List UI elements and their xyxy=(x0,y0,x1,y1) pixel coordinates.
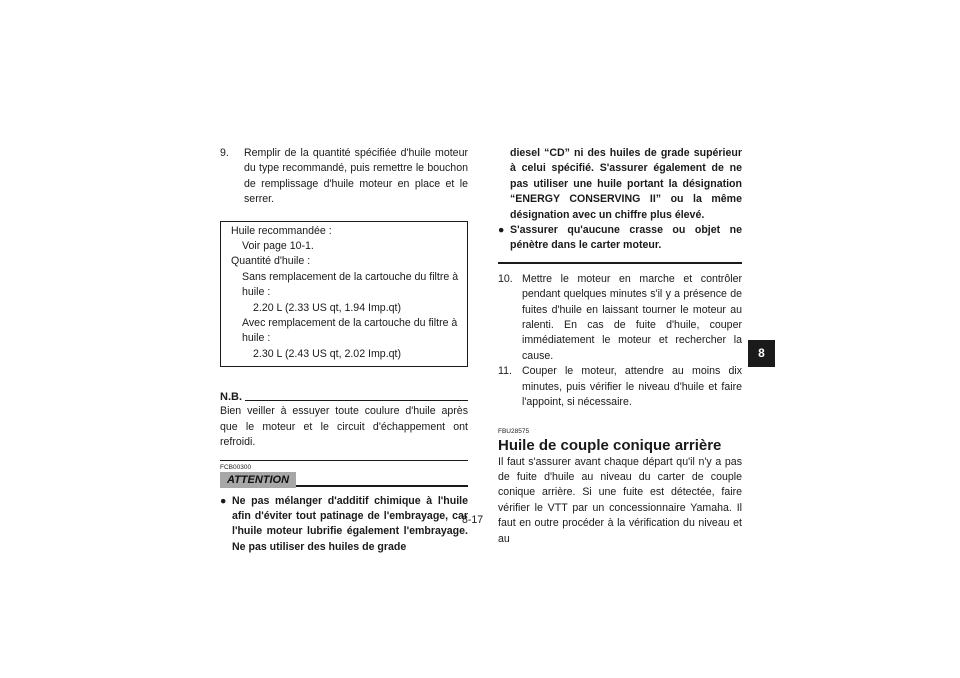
attention-code: FCB00300 xyxy=(220,463,252,471)
attention-heading-rule xyxy=(296,485,468,487)
spec-quantity-label: Quantité d'huile : xyxy=(231,255,311,268)
left-column xyxy=(220,146,468,555)
right-column xyxy=(498,146,742,547)
attention-heading xyxy=(220,472,468,490)
attention-bullet-2-text: S'assurer qu'aucune crasse ou objet ne pénètre dans le carter moteur. xyxy=(510,224,742,252)
note-end-rule xyxy=(220,460,468,461)
attention-bullet-1 xyxy=(220,494,468,556)
note-heading xyxy=(220,390,468,404)
step-10 xyxy=(498,272,742,364)
spec-with-filter-value: 2.30 L (2.43 US qt, 2.02 Imp.qt) xyxy=(253,347,402,360)
step-10-text: Mettre le moteur en marche et contrôler pendant quelques minutes s'il y a présence de fuites d'huile en laissant tourner le moteur au ralenti. En cas de fuite d'huile, couper immédiatement le moteur et rechercher la cause. xyxy=(522,272,742,362)
page-number: 8-17 xyxy=(462,514,484,526)
note-heading-rule xyxy=(220,400,468,401)
bullet-icon: ● xyxy=(498,224,505,237)
section-text: Il faut s'assurer avant chaque départ qu'il n'y a pas de fuite d'huile au niveau du carter de couple conique arrière. Si une fuite est détectée, faire vérifier le VTT par un concessionnaire Yamaha. Il faut en outre procéder à la vérification du niveau et au xyxy=(498,455,742,545)
spec-without-filter-value: 2.20 L (2.33 US qt, 1.94 Imp.qt) xyxy=(253,301,402,314)
attention-bullet-1-continued: diesel “CD” ni des huiles de grade supérieur à celui spécifié. S'assurer également de ne pas utiliser une huile portant la désignation “ENERGY CONSERVING II” ou la même désignation avec un chiffre plus élevé. xyxy=(510,147,742,221)
bullet-icon: ● xyxy=(220,494,227,507)
step-9-text: Remplir de la quantité spécifiée d'huile moteur du type recommandé, puis remettre le bouchon de remplissage d'huile moteur en place et le serrer. xyxy=(244,147,468,206)
attention-end-rule xyxy=(498,262,742,264)
spec-with-filter-label: Avec remplacement de la cartouche du filtre à huile : xyxy=(242,317,458,345)
oil-spec-box xyxy=(220,221,468,368)
note-text: Bien veiller à essuyer toute coulure d'huile après que le moteur et le circuit d'échappement ont refroidi. xyxy=(220,405,468,449)
attention-bullet-2 xyxy=(498,223,742,254)
spec-without-filter-label: Sans remplacement de la cartouche du filtre à huile : xyxy=(242,270,459,299)
note-label: N.B. xyxy=(220,391,245,403)
step-9 xyxy=(220,146,468,208)
spec-recommended-label: Huile recommandée : xyxy=(231,224,332,237)
step-9-number: 9. xyxy=(220,147,229,159)
step-11-text: Couper le moteur, attendre au moins dix minutes, puis vérifier le niveau d'huile et faire l'appoint, si nécessaire. xyxy=(522,365,742,409)
spec-recommended-ref: Voir page 10-1. xyxy=(242,240,314,253)
chapter-tab: 8 xyxy=(748,340,775,367)
attention-bullet-1-text: Ne pas mélanger d'additif chimique à l'huile afin d'éviter tout patinage de l'embrayage, car l'huile moteur lubrifie également l'embrayage. Ne pas utiliser des huiles de grade xyxy=(232,494,468,553)
attention-badge: ATTENTION xyxy=(220,472,296,488)
step-10-number: 10. xyxy=(498,272,513,285)
section-code: FBU28575 xyxy=(498,427,530,435)
section-title: Huile de couple conique arrière xyxy=(498,436,722,454)
step-11-number: 11. xyxy=(498,365,512,378)
step-11 xyxy=(498,364,742,410)
